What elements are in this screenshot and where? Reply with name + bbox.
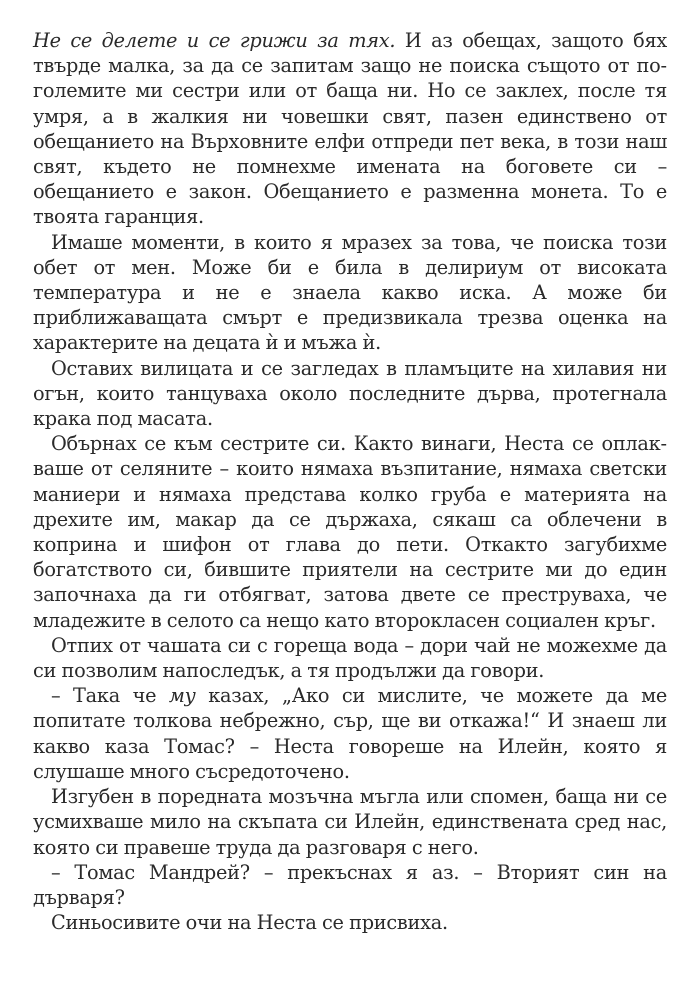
paragraph-text: казах, „Ако си мислите, че можете да ме попитате толкова небрежно, сър, ще ви откажа!“ И знаеш ли какво каза Томас? – Неста говореше на Илейн, която я слушаше много съсредоточено. bbox=[33, 684, 667, 783]
paragraph-5: Отпих от чашата си с гореща вода – дори чай не можехме да си позволим напоследък, а тя продължи да говори. bbox=[33, 633, 667, 683]
paragraph-7: Изгубен в поредната мозъчна мъгла или спомен, баща ни се усмихваше мило на скъпата си Илейн, единствената сред нас, която си правеше труда да разговаря с него. bbox=[33, 785, 667, 859]
paragraph-text-before: – Така че bbox=[51, 684, 169, 708]
italic-phrase: Не се делете и се грижи за тях. bbox=[33, 29, 396, 52]
paragraph-3: Оставих вилицата и се загледах в пламъците на хилавия ни огън, които танцуваха около последните дърва, протегнала крака под масата. bbox=[33, 356, 667, 431]
paragraph-6 bbox=[33, 683, 667, 784]
paragraph-4: Обърнах се към сестрите си. Както винаги, Неста се оплакваше от селяните – които нямаха възпитание, нямаха светски маниери и нямаха представа колко груба е материята на дрехите им, макар да се държаха, сякаш са облечени в коприна и шифон от глава до пети. Откакто загубихме богатството си, бившите приятели на сестрите ми до един започнаха да ги отбягват, затова двете се преструваха, че младежите в селото са нещо като второкласен социален кръг. bbox=[33, 432, 667, 632]
book-page bbox=[33, 28, 667, 935]
paragraph-2: Имаше моменти, в които я мразех за това, че поиска този обет от мен. Може би е била в делириум от високата температура и не е знаела какво иска. А може би приближаващата смърт е предизвикала трезва оценка на характерите на децата ѝ и мъжа ѝ. bbox=[33, 230, 667, 355]
italic-word: му bbox=[168, 684, 196, 708]
paragraph-text: И аз обещах, защото бях твърде малка, за да се запитам защо не поиска същото от поголемите ми сестри или от баща ни. Но се заклех, после тя умря, а в жалкия ни човешки свят, пазен единствено от обещанието на Върховните елфи отпреди пет века, в този наш свят, където не помнехме имената на боговете си – обещанието е закон. Обещанието е разменна монета. То е твоята гаранция. bbox=[33, 29, 667, 229]
paragraph-9: Синьосивите очи на Неста се присвиха. bbox=[51, 911, 448, 935]
paragraph-8: – Томас Мандрей? – прекъснах я аз. – Вторият син на дърваря? bbox=[33, 860, 667, 909]
paragraph-1 bbox=[33, 28, 667, 230]
